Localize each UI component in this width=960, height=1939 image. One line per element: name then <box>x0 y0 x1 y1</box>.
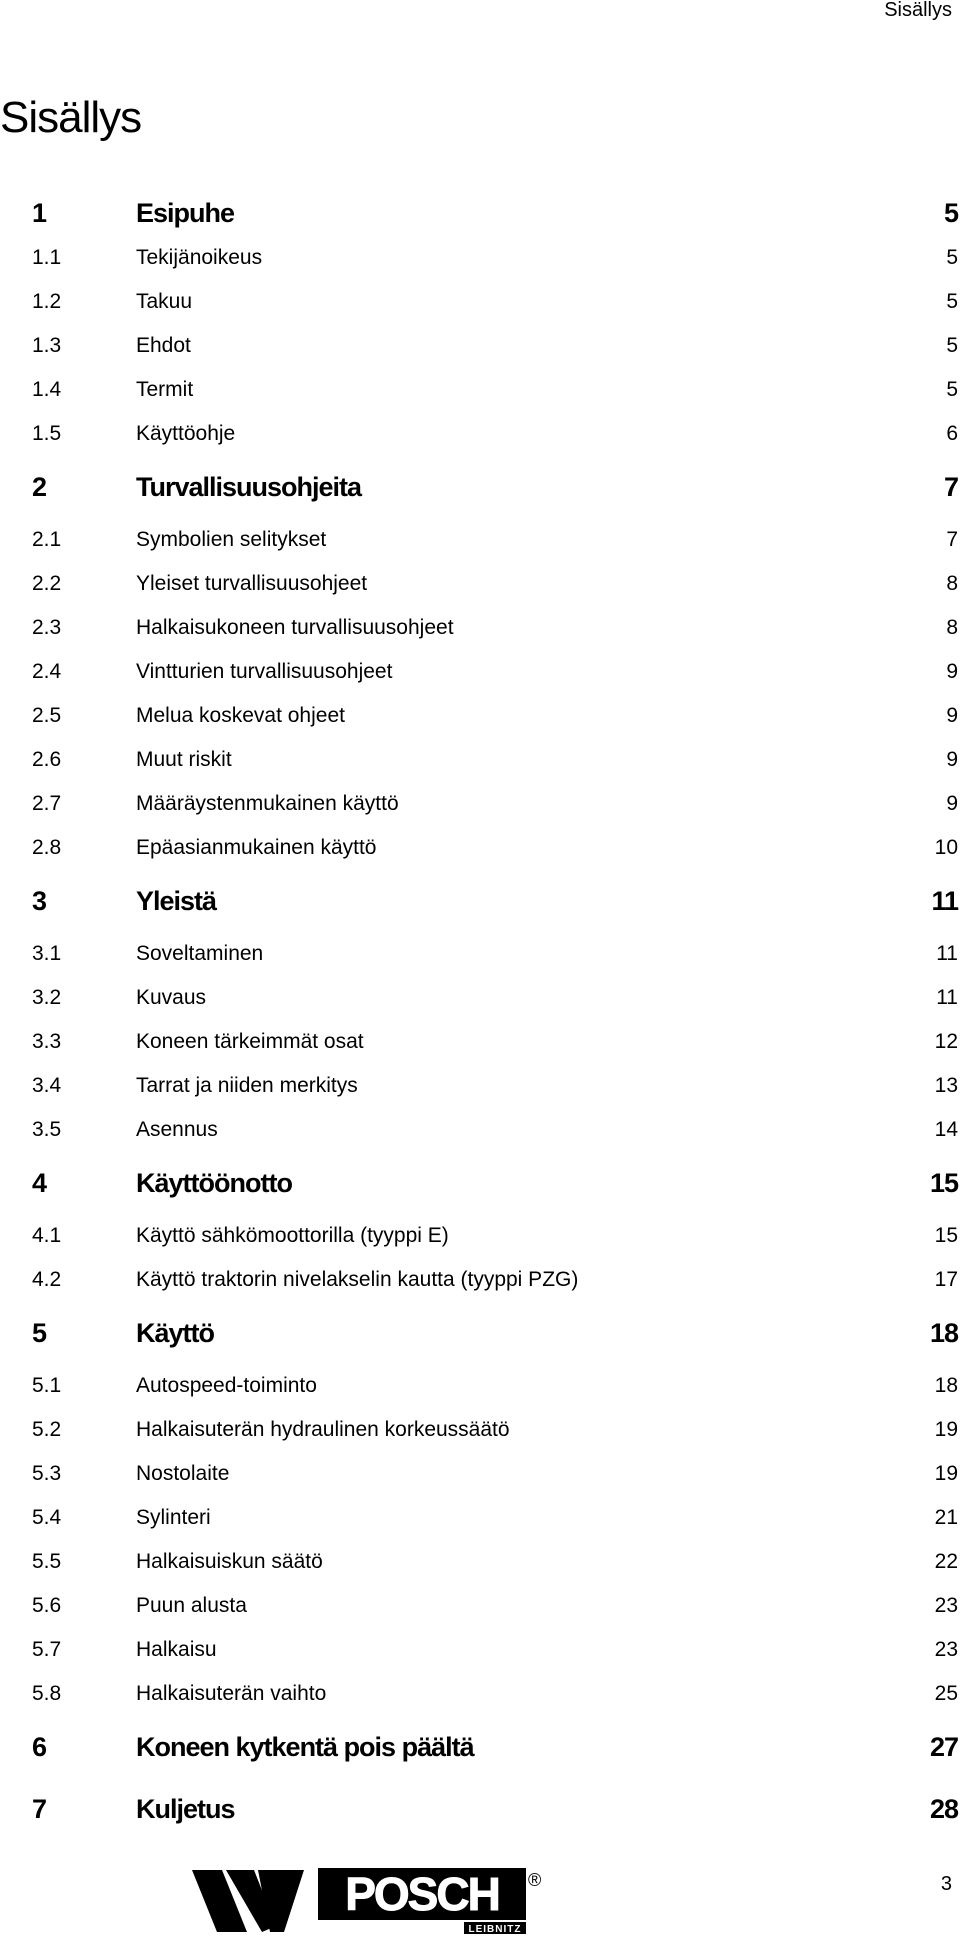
toc-entry-2.5[interactable] <box>32 694 958 738</box>
toc-entry-page: 8 <box>946 572 958 595</box>
toc-entry-page: 10 <box>934 836 958 859</box>
toc-section-num: 2 <box>32 472 47 502</box>
toc-section-num: 4 <box>32 1168 47 1198</box>
toc-section-title: Turvallisuusohjeita <box>136 472 362 502</box>
toc-entry-page: 25 <box>934 1682 958 1705</box>
toc-entry-2.6[interactable] <box>32 738 958 782</box>
toc-entry-page: 23 <box>934 1638 958 1661</box>
toc-entry-page: 23 <box>934 1594 958 1617</box>
toc-entry-1.2[interactable] <box>32 280 958 324</box>
toc-entry-num: 4.2 <box>32 1268 62 1291</box>
toc-entry-page: 9 <box>946 704 958 727</box>
toc-entry-num: 5.3 <box>32 1462 62 1485</box>
toc-entry-2.2[interactable] <box>32 562 958 606</box>
toc-entry-page: 9 <box>946 660 958 683</box>
toc-entry-title: Autospeed-toiminto <box>136 1374 317 1397</box>
toc-entry-page: 9 <box>946 748 958 771</box>
toc-section-title: Käyttö <box>136 1318 215 1348</box>
toc-entry-title: Käyttö traktorin nivelakselin kautta (tyyppi PZG) <box>136 1268 579 1291</box>
toc-entry-num: 1.4 <box>32 378 62 401</box>
toc-entry-num: 1.5 <box>32 422 62 445</box>
toc-entry-1.4[interactable] <box>32 368 958 412</box>
toc-entry-2.3[interactable] <box>32 606 958 650</box>
toc-entry-title: Kuvaus <box>136 986 207 1009</box>
toc-section-7[interactable] <box>32 1786 958 1840</box>
toc-entry-num: 2.1 <box>32 528 62 551</box>
toc-section-page: 15 <box>929 1168 958 1198</box>
toc-section-title: Esipuhe <box>136 198 235 228</box>
toc-entry-num: 2.8 <box>32 836 62 859</box>
toc-entry-num: 3.5 <box>32 1118 62 1141</box>
toc-entry-title: Sylinteri <box>136 1506 211 1529</box>
toc-section-1[interactable] <box>32 190 958 236</box>
toc-section-title: Kuljetus <box>136 1794 235 1824</box>
posch-logo <box>192 1866 562 1936</box>
toc-entry-3.2[interactable] <box>32 976 958 1020</box>
toc-entry-page: 5 <box>946 246 958 269</box>
toc-entry-page: 7 <box>946 528 958 551</box>
toc-entry-5.8[interactable] <box>32 1672 958 1716</box>
toc-entry-num: 3.4 <box>32 1074 62 1097</box>
toc-entry-2.8[interactable] <box>32 826 958 870</box>
toc-section-page: 27 <box>929 1732 958 1762</box>
toc-entry-num: 5.7 <box>32 1638 62 1661</box>
toc-section-page: 7 <box>943 472 958 502</box>
toc-entry-page: 5 <box>946 378 958 401</box>
page-number: 3 <box>940 1873 952 1895</box>
toc-section-6[interactable] <box>32 1724 958 1778</box>
toc-entry-num: 2.7 <box>32 792 62 815</box>
toc-entry-5.3[interactable] <box>32 1452 958 1496</box>
toc-entry-2.4[interactable] <box>32 650 958 694</box>
toc-entry-page: 8 <box>946 616 958 639</box>
toc-entry-page: 19 <box>934 1462 958 1485</box>
toc-section-2[interactable] <box>32 464 958 518</box>
toc-entry-page: 13 <box>934 1074 958 1097</box>
toc-entry-title: Puun alusta <box>136 1594 247 1617</box>
toc-entry-title: Halkaisukoneen turvallisuusohjeet <box>136 616 454 639</box>
toc-section-5[interactable] <box>32 1310 958 1364</box>
toc-entry-title: Nostolaite <box>136 1462 230 1485</box>
toc-entry-page: 17 <box>934 1268 958 1291</box>
toc-entry-1.3[interactable] <box>32 324 958 368</box>
toc-entry-num: 3.1 <box>32 942 62 965</box>
toc-entry-num: 2.5 <box>32 704 62 727</box>
toc-entry-title: Koneen tärkeimmät osat <box>136 1030 364 1053</box>
toc-section-page: 28 <box>929 1794 958 1824</box>
toc-entry-page: 11 <box>936 942 958 965</box>
toc-entry-5.1[interactable] <box>32 1364 958 1408</box>
toc-entry-page: 22 <box>934 1550 958 1573</box>
toc-entry-page: 5 <box>946 290 958 313</box>
toc-entry-title: Asennus <box>136 1118 218 1141</box>
toc-entry-5.5[interactable] <box>32 1540 958 1584</box>
toc-entry-title: Halkaisuiskun säätö <box>136 1550 323 1573</box>
toc-entry-num: 5.1 <box>32 1374 62 1397</box>
toc-entry-1.5[interactable] <box>32 412 958 456</box>
toc-section-num: 6 <box>32 1732 47 1762</box>
toc-entry-num: 2.6 <box>32 748 62 771</box>
toc-section-title: Käyttöönotto <box>136 1168 292 1198</box>
toc-entry-title: Muut riskit <box>136 748 232 771</box>
toc-section-num: 5 <box>32 1318 47 1348</box>
toc-entry-2.7[interactable] <box>32 782 958 826</box>
toc-entry-page: 5 <box>946 334 958 357</box>
toc-entry-title: Takuu <box>136 290 193 313</box>
toc-entry-title: Käyttö sähkömoottorilla (tyyppi E) <box>136 1224 449 1247</box>
toc-section-num: 3 <box>32 886 47 916</box>
toc-entry-title: Tarrat ja niiden merkitys <box>136 1074 358 1097</box>
toc-section-title: Yleistä <box>136 886 217 916</box>
toc-entry-5.7[interactable] <box>32 1628 958 1672</box>
toc-section-num: 7 <box>32 1794 47 1824</box>
toc-entry-title: Vintturien turvallisuusohjeet <box>136 660 393 683</box>
toc-entry-5.4[interactable] <box>32 1496 958 1540</box>
toc-entry-num: 4.1 <box>32 1224 62 1247</box>
toc-entry-title: Käyttöohje <box>136 422 236 445</box>
toc-entry-2.1[interactable] <box>32 518 958 562</box>
toc-entry-page: 15 <box>934 1224 958 1247</box>
toc-section-num: 1 <box>32 198 47 228</box>
posch-logo-mark <box>192 1870 304 1932</box>
table-of-contents <box>32 190 958 1840</box>
toc-section-title: Koneen kytkentä pois päältä <box>136 1732 474 1762</box>
toc-entry-4.1[interactable] <box>32 1214 958 1258</box>
toc-entry-num: 5.5 <box>32 1550 62 1573</box>
toc-entry-page: 6 <box>946 422 958 445</box>
toc-entry-num: 3.2 <box>32 986 62 1009</box>
toc-section-page: 5 <box>943 198 958 228</box>
toc-entry-num: 5.8 <box>32 1682 62 1705</box>
toc-entry-page: 14 <box>934 1118 958 1141</box>
toc-entry-num: 1.2 <box>32 290 62 313</box>
toc-entry-title: Tekijänoikeus <box>136 246 263 269</box>
toc-entry-num: 5.2 <box>32 1418 62 1441</box>
toc-entry-num: 2.4 <box>32 660 62 683</box>
toc-entry-title: Halkaisuterän hydraulinen korkeussäätö <box>136 1418 510 1441</box>
toc-section-page: 18 <box>929 1318 958 1348</box>
toc-entry-title: Ehdot <box>136 334 191 357</box>
toc-entry-page: 18 <box>934 1374 958 1397</box>
toc-entry-title: Epäasianmukainen käyttö <box>136 836 377 859</box>
toc-entry-3.5[interactable] <box>32 1108 958 1152</box>
toc-entry-title: Määräystenmukainen käyttö <box>136 792 399 815</box>
toc-section-4[interactable] <box>32 1160 958 1214</box>
toc-entry-title: Melua koskevat ohjeet <box>136 704 345 727</box>
logo-subtext: LEIBNITZ <box>468 1924 522 1935</box>
toc-entry-page: 9 <box>946 792 958 815</box>
toc-entry-1.1[interactable] <box>32 236 958 280</box>
toc-entry-page: 19 <box>934 1418 958 1441</box>
toc-entry-page: 21 <box>934 1506 958 1529</box>
toc-entry-4.2[interactable] <box>32 1258 958 1302</box>
toc-entry-num: 5.6 <box>32 1594 62 1617</box>
toc-entry-3.1[interactable] <box>32 932 958 976</box>
toc-entry-title: Halkaisuterän vaihto <box>136 1682 327 1705</box>
toc-entry-num: 5.4 <box>32 1506 62 1529</box>
running-header: Sisällys <box>884 0 952 21</box>
toc-entry-num: 1.3 <box>32 334 62 357</box>
toc-entry-num: 1.1 <box>32 246 62 269</box>
toc-entry-page: 12 <box>934 1030 958 1053</box>
toc-entry-title: Halkaisu <box>136 1638 217 1661</box>
toc-entry-title: Termit <box>136 378 194 401</box>
toc-entry-3.4[interactable] <box>32 1064 958 1108</box>
toc-entry-page: 11 <box>936 986 958 1009</box>
toc-entry-5.6[interactable] <box>32 1584 958 1628</box>
toc-entry-title: Symbolien selitykset <box>136 528 327 551</box>
toc-section-3[interactable] <box>32 878 958 932</box>
toc-entry-title: Soveltaminen <box>136 942 264 965</box>
toc-entry-title: Yleiset turvallisuusohjeet <box>136 572 368 595</box>
page-title: Sisällys <box>0 93 142 142</box>
toc-entry-5.2[interactable] <box>32 1408 958 1452</box>
registered-mark: ® <box>528 1870 542 1890</box>
toc-section-page: 11 <box>931 886 958 916</box>
toc-entry-num: 2.2 <box>32 572 62 595</box>
toc-entry-num: 3.3 <box>32 1030 62 1053</box>
toc-entry-3.3[interactable] <box>32 1020 958 1064</box>
logo-text: POSCH <box>345 1868 499 1920</box>
toc-entry-num: 2.3 <box>32 616 62 639</box>
